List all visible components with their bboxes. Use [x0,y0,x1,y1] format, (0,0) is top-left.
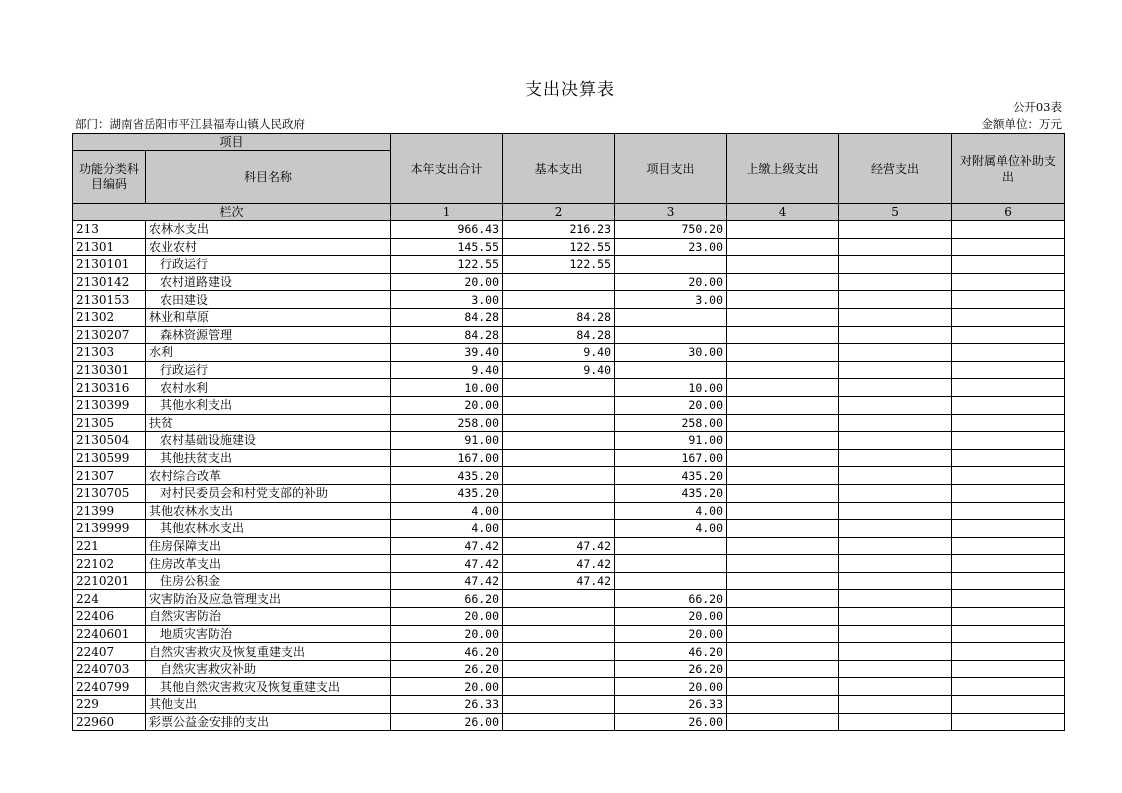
cell-upper [727,590,839,608]
cell-name: 农村基础设施建设 [146,432,391,450]
cell-code: 22406 [73,608,146,626]
cell-name: 扶贫 [146,414,391,432]
cell-total: 3.00 [391,291,503,309]
cell-subsidy [952,432,1065,450]
cell-project [615,537,727,555]
cell-code: 2130316 [73,379,146,397]
cell-basic [503,713,615,731]
cell-project: 26.20 [615,660,727,678]
table-row [73,520,1065,538]
cell-total: 26.20 [391,660,503,678]
cell-name: 自然灾害防治 [146,608,391,626]
cell-upper [727,273,839,291]
table-body [73,221,1065,731]
cell-code: 2130301 [73,361,146,379]
cell-name: 农村综合改革 [146,467,391,485]
cell-code: 22960 [73,713,146,731]
cell-upper [727,308,839,326]
department-label: 部门：湖南省岳阳市平江县福寿山镇人民政府 [75,117,305,131]
cell-upper [727,608,839,626]
cell-upper [727,361,839,379]
cell-subsidy [952,396,1065,414]
cell-code: 229 [73,696,146,714]
cell-name: 其他自然灾害救灾及恢复重建支出 [146,678,391,696]
cell-subsidy [952,713,1065,731]
cell-project [615,326,727,344]
cell-name: 农田建设 [146,291,391,309]
table-row [73,696,1065,714]
cell-subsidy [952,660,1065,678]
col-number: 5 [839,204,952,221]
cell-upper [727,572,839,590]
cell-project: 26.00 [615,713,727,731]
cell-basic: 47.42 [503,572,615,590]
header-subsidy: 对附属单位补助支出 [952,134,1065,204]
cell-total: 66.20 [391,590,503,608]
cell-name: 地质灾害防治 [146,625,391,643]
cell-project: 4.00 [615,502,727,520]
cell-basic [503,484,615,502]
cell-name: 自然灾害救灾补助 [146,660,391,678]
table-row [73,467,1065,485]
cell-basic [503,432,615,450]
cell-basic: 47.42 [503,555,615,573]
cell-basic [503,379,615,397]
cell-name: 森林资源管理 [146,326,391,344]
cell-operating [839,414,952,432]
cell-total: 122.55 [391,256,503,274]
table-row [73,555,1065,573]
cell-subsidy [952,238,1065,256]
cell-upper [727,502,839,520]
cell-total: 26.00 [391,713,503,731]
cell-name: 农林水支出 [146,221,391,239]
cell-subsidy [952,643,1065,661]
amount-unit-label: 金额单位：万元 [981,117,1062,131]
cell-operating [839,432,952,450]
cell-operating [839,326,952,344]
cell-name: 其他农林水支出 [146,502,391,520]
cell-project: 167.00 [615,449,727,467]
cell-code: 2130599 [73,449,146,467]
table-row [73,432,1065,450]
cell-basic: 122.55 [503,256,615,274]
header-name: 科目名称 [146,151,391,204]
cell-upper [727,484,839,502]
cell-operating [839,696,952,714]
cell-subsidy [952,344,1065,362]
cell-code: 21305 [73,414,146,432]
cell-name: 农村道路建设 [146,273,391,291]
cell-name: 水利 [146,344,391,362]
table-row [73,625,1065,643]
cell-basic: 84.28 [503,326,615,344]
cell-code: 21303 [73,344,146,362]
cell-project: 46.20 [615,643,727,661]
cell-project: 4.00 [615,520,727,538]
header-col-label: 栏次 [73,204,391,221]
cell-operating [839,713,952,731]
cell-subsidy [952,256,1065,274]
cell-subsidy [952,484,1065,502]
cell-code: 2130705 [73,484,146,502]
cell-name: 其他扶贫支出 [146,449,391,467]
cell-project: 10.00 [615,379,727,397]
cell-subsidy [952,520,1065,538]
cell-operating [839,660,952,678]
cell-upper [727,344,839,362]
cell-basic [503,291,615,309]
cell-operating [839,625,952,643]
header-item: 项目 [73,134,391,151]
cell-name: 灾害防治及应急管理支出 [146,590,391,608]
cell-operating [839,291,952,309]
cell-name: 对村民委员会和村党支部的补助 [146,484,391,502]
cell-subsidy [952,379,1065,397]
cell-basic [503,396,615,414]
cell-project [615,256,727,274]
cell-subsidy [952,467,1065,485]
table-row [73,678,1065,696]
table-row [73,608,1065,626]
cell-operating [839,238,952,256]
cell-basic: 122.55 [503,238,615,256]
cell-code: 21302 [73,308,146,326]
table-row [73,379,1065,397]
cell-basic [503,520,615,538]
cell-code: 2139999 [73,520,146,538]
cell-subsidy [952,291,1065,309]
cell-subsidy [952,572,1065,590]
cell-name: 其他支出 [146,696,391,714]
cell-basic [503,608,615,626]
cell-subsidy [952,678,1065,696]
cell-project: 26.33 [615,696,727,714]
cell-operating [839,449,952,467]
cell-total: 435.20 [391,467,503,485]
cell-upper [727,660,839,678]
cell-operating [839,555,952,573]
cell-upper [727,537,839,555]
cell-total: 20.00 [391,678,503,696]
cell-project [615,572,727,590]
cell-total: 10.00 [391,379,503,397]
cell-total: 91.00 [391,432,503,450]
cell-project: 66.20 [615,590,727,608]
table-row [73,660,1065,678]
cell-code: 224 [73,590,146,608]
cell-name: 其他农林水支出 [146,520,391,538]
cell-total: 258.00 [391,414,503,432]
col-number: 6 [952,204,1065,221]
cell-subsidy [952,625,1065,643]
cell-total: 84.28 [391,326,503,344]
cell-code: 2130399 [73,396,146,414]
cell-project: 20.00 [615,678,727,696]
cell-subsidy [952,326,1065,344]
cell-operating [839,467,952,485]
header-upper: 上缴上级支出 [727,134,839,204]
cell-operating [839,572,952,590]
cell-upper [727,414,839,432]
cell-total: 39.40 [391,344,503,362]
table-row [73,256,1065,274]
table-row [73,414,1065,432]
col-number: 2 [503,204,615,221]
cell-project: 435.20 [615,467,727,485]
cell-total: 4.00 [391,520,503,538]
cell-subsidy [952,555,1065,573]
table-row [73,590,1065,608]
cell-operating [839,396,952,414]
cell-basic [503,502,615,520]
cell-total: 84.28 [391,308,503,326]
cell-basic [503,625,615,643]
col-number: 1 [391,204,503,221]
cell-name: 行政运行 [146,256,391,274]
cell-upper [727,643,839,661]
cell-upper [727,678,839,696]
cell-total: 20.00 [391,608,503,626]
cell-project [615,308,727,326]
cell-operating [839,221,952,239]
cell-project: 750.20 [615,221,727,239]
cell-basic [503,449,615,467]
cell-project [615,361,727,379]
table-row [73,643,1065,661]
cell-project: 258.00 [615,414,727,432]
cell-code: 2130504 [73,432,146,450]
header-operating: 经营支出 [839,134,952,204]
cell-basic: 9.40 [503,361,615,379]
cell-operating [839,537,952,555]
cell-code: 22102 [73,555,146,573]
table-row [73,238,1065,256]
cell-project: 20.00 [615,273,727,291]
cell-basic [503,678,615,696]
cell-total: 20.00 [391,273,503,291]
cell-subsidy [952,414,1065,432]
cell-operating [839,344,952,362]
cell-code: 2130153 [73,291,146,309]
cell-basic: 47.42 [503,537,615,555]
cell-total: 167.00 [391,449,503,467]
cell-operating [839,379,952,397]
col-number: 4 [727,204,839,221]
cell-code: 2240601 [73,625,146,643]
cell-upper [727,256,839,274]
cell-operating [839,256,952,274]
cell-upper [727,520,839,538]
header-total: 本年支出合计 [391,134,503,204]
cell-name: 住房公积金 [146,572,391,590]
cell-total: 46.20 [391,643,503,661]
cell-operating [839,273,952,291]
cell-total: 26.33 [391,696,503,714]
cell-operating [839,678,952,696]
cell-operating [839,643,952,661]
cell-upper [727,555,839,573]
expenditure-table [72,133,1065,731]
cell-code: 2240703 [73,660,146,678]
cell-upper [727,467,839,485]
cell-code: 2240799 [73,678,146,696]
cell-total: 47.42 [391,537,503,555]
cell-name: 彩票公益金安排的支出 [146,713,391,731]
header-basic: 基本支出 [503,134,615,204]
cell-project: 30.00 [615,344,727,362]
cell-subsidy [952,361,1065,379]
cell-total: 20.00 [391,625,503,643]
cell-code: 2130101 [73,256,146,274]
cell-subsidy [952,608,1065,626]
cell-project: 20.00 [615,608,727,626]
cell-code: 2210201 [73,572,146,590]
table-row [73,484,1065,502]
table-row [73,713,1065,731]
table-row [73,572,1065,590]
cell-basic [503,696,615,714]
cell-subsidy [952,221,1065,239]
cell-operating [839,608,952,626]
cell-name: 行政运行 [146,361,391,379]
cell-upper [727,221,839,239]
cell-basic [503,660,615,678]
page-title: 支出决算表 [525,80,615,100]
cell-subsidy [952,590,1065,608]
cell-subsidy [952,696,1065,714]
cell-project: 91.00 [615,432,727,450]
cell-operating [839,590,952,608]
cell-upper [727,713,839,731]
cell-basic: 84.28 [503,308,615,326]
form-number: 公开03表 [1012,100,1062,114]
cell-code: 21307 [73,467,146,485]
cell-name: 其他水利支出 [146,396,391,414]
table-row [73,291,1065,309]
cell-operating [839,502,952,520]
cell-upper [727,238,839,256]
cell-subsidy [952,449,1065,467]
table-row [73,502,1065,520]
header-code: 功能分类科目编码 [73,151,146,204]
table-row [73,537,1065,555]
cell-total: 47.42 [391,555,503,573]
cell-code: 21399 [73,502,146,520]
cell-basic [503,643,615,661]
cell-operating [839,520,952,538]
cell-code: 21301 [73,238,146,256]
cell-name: 自然灾害救灾及恢复重建支出 [146,643,391,661]
cell-total: 966.43 [391,221,503,239]
cell-name: 林业和草原 [146,308,391,326]
cell-operating [839,308,952,326]
cell-operating [839,361,952,379]
cell-upper [727,326,839,344]
table-row [73,273,1065,291]
cell-project [615,555,727,573]
table-row [73,396,1065,414]
cell-project: 20.00 [615,396,727,414]
cell-upper [727,379,839,397]
cell-project: 3.00 [615,291,727,309]
cell-upper [727,396,839,414]
cell-name: 住房改革支出 [146,555,391,573]
cell-total: 4.00 [391,502,503,520]
cell-subsidy [952,537,1065,555]
cell-name: 农业农村 [146,238,391,256]
cell-basic [503,273,615,291]
table-row [73,361,1065,379]
cell-code: 221 [73,537,146,555]
cell-upper [727,291,839,309]
cell-subsidy [952,308,1065,326]
cell-basic: 9.40 [503,344,615,362]
cell-code: 213 [73,221,146,239]
cell-upper [727,432,839,450]
cell-total: 9.40 [391,361,503,379]
cell-total: 47.42 [391,572,503,590]
cell-project: 20.00 [615,625,727,643]
table-row [73,344,1065,362]
cell-operating [839,484,952,502]
cell-upper [727,625,839,643]
cell-code: 22407 [73,643,146,661]
cell-total: 145.55 [391,238,503,256]
cell-code: 2130207 [73,326,146,344]
cell-basic: 216.23 [503,221,615,239]
table-row [73,308,1065,326]
cell-project: 23.00 [615,238,727,256]
col-number: 3 [615,204,727,221]
cell-basic [503,414,615,432]
cell-name: 住房保障支出 [146,537,391,555]
cell-project: 435.20 [615,484,727,502]
cell-total: 435.20 [391,484,503,502]
cell-upper [727,696,839,714]
cell-name: 农村水利 [146,379,391,397]
cell-subsidy [952,273,1065,291]
cell-total: 20.00 [391,396,503,414]
table-row [73,326,1065,344]
cell-subsidy [952,502,1065,520]
table-row [73,449,1065,467]
cell-basic [503,467,615,485]
cell-upper [727,449,839,467]
header-project: 项目支出 [615,134,727,204]
cell-basic [503,590,615,608]
table-row [73,221,1065,239]
cell-code: 2130142 [73,273,146,291]
